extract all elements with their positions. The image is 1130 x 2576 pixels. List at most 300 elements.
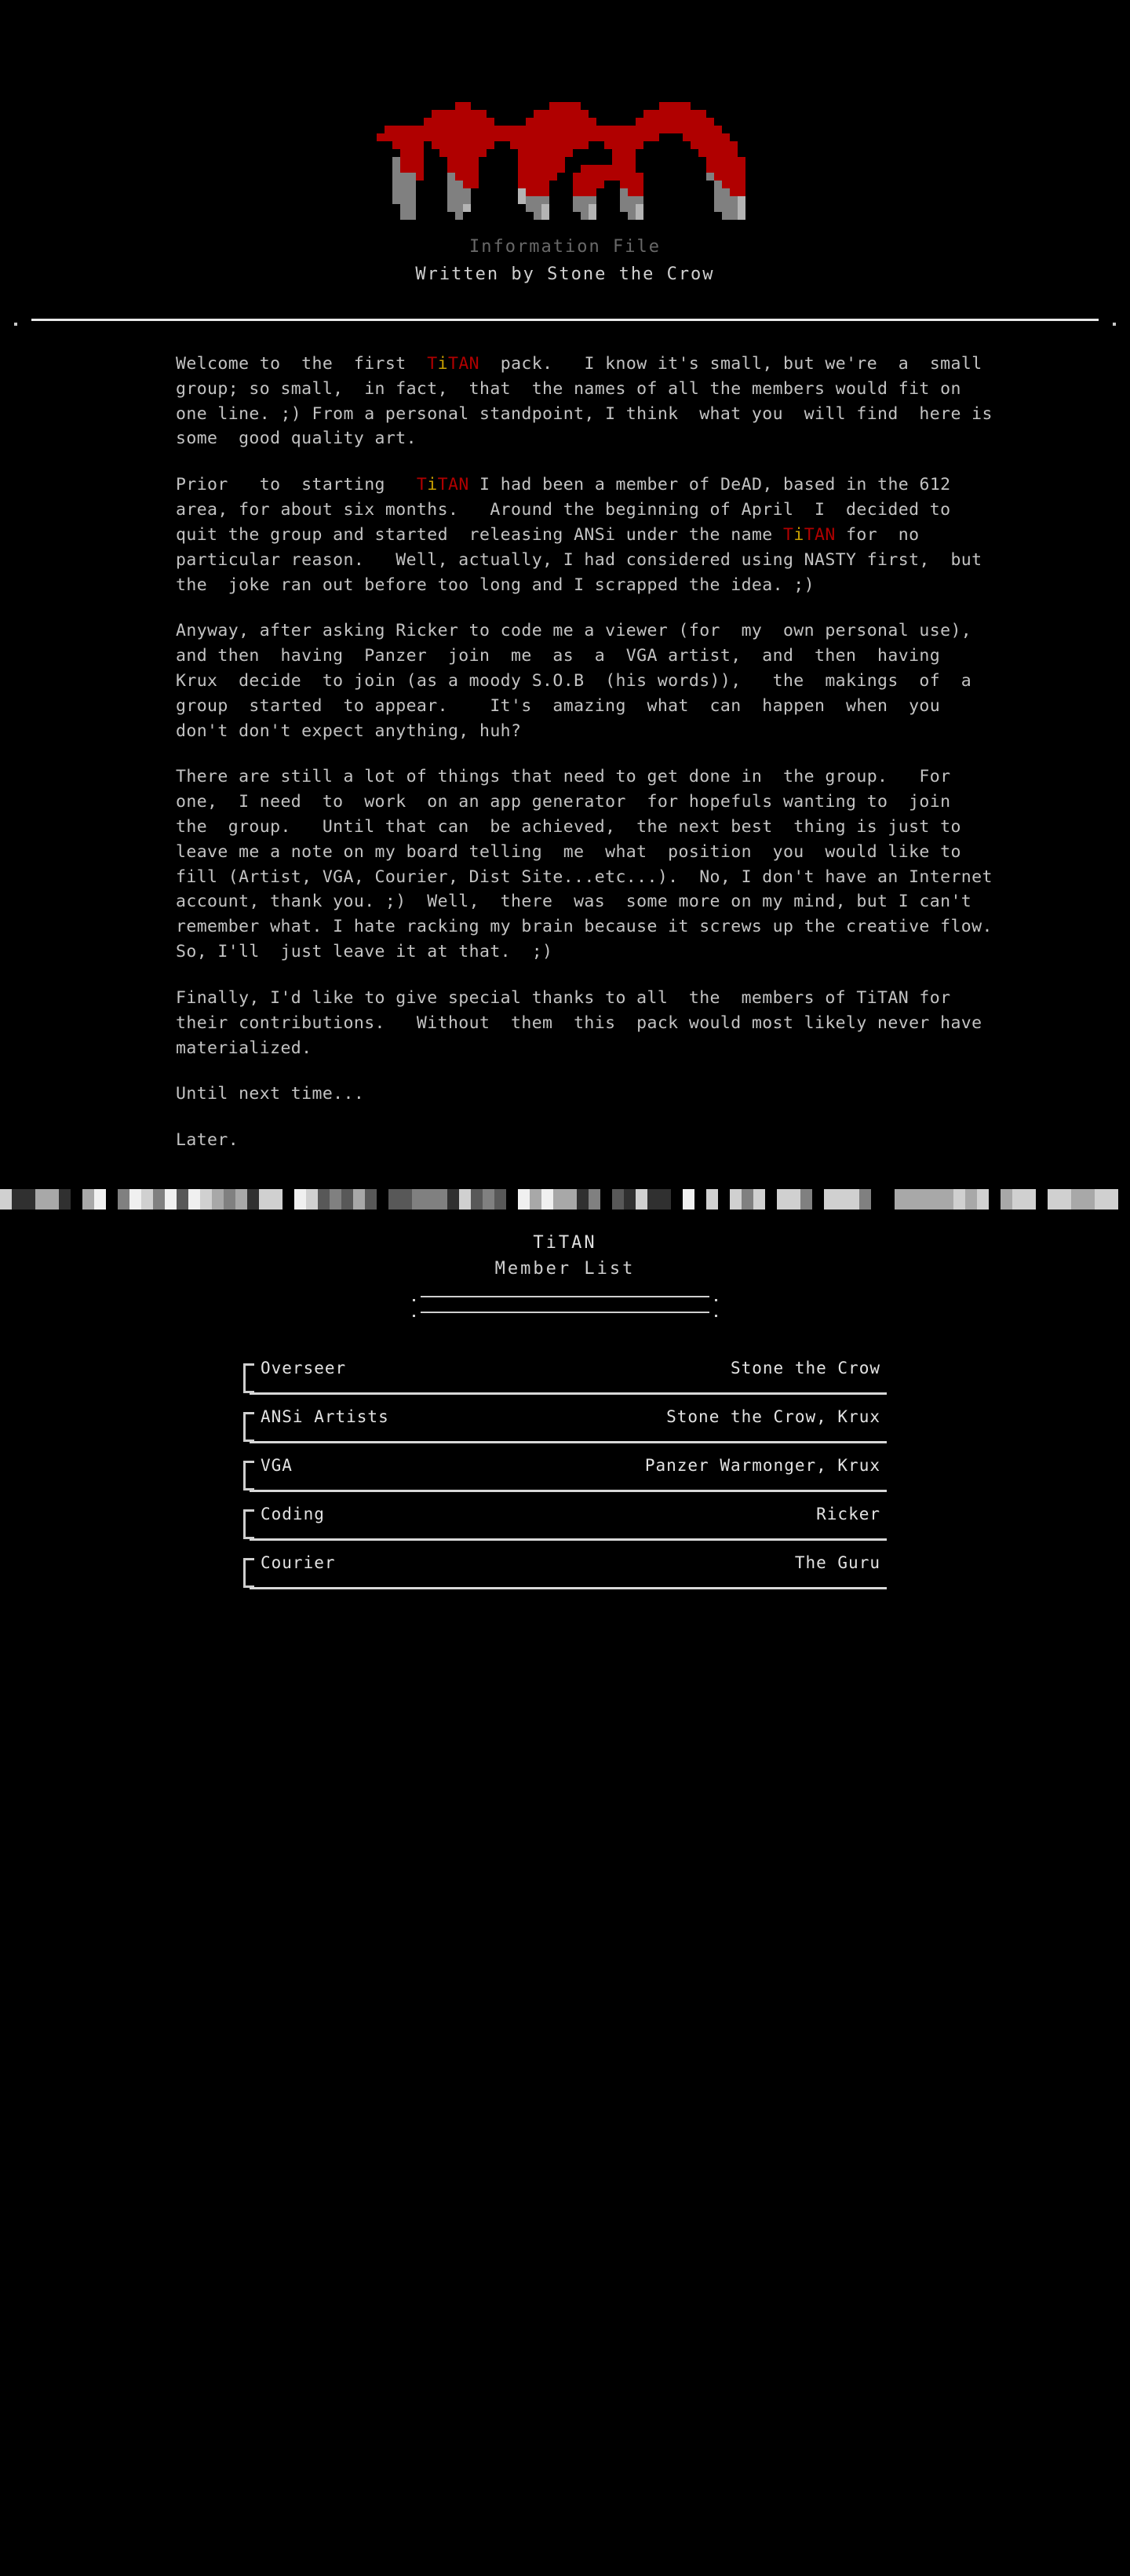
- logo-pixel: [526, 212, 534, 220]
- logo-pixel: [698, 204, 706, 212]
- dither-block: [1118, 1189, 1130, 1210]
- logo-pixel: [463, 188, 471, 196]
- logo-pixel: [447, 133, 455, 141]
- logo-pixel: [510, 141, 518, 149]
- logo-pixel: [573, 157, 581, 165]
- logo-pixel: [777, 181, 785, 188]
- logo-pixel: [604, 133, 612, 141]
- logo-pixel: [549, 102, 557, 110]
- logo-pixel: [620, 102, 628, 110]
- logo-pixel: [667, 149, 675, 157]
- logo-pixel: [565, 188, 573, 196]
- logo-pixel: [738, 102, 745, 110]
- logo-pixel: [753, 212, 761, 220]
- logo-pixel: [753, 188, 761, 196]
- dither-block: [765, 1189, 777, 1210]
- logo-pixel: [557, 188, 565, 196]
- dither-block: [24, 1189, 35, 1210]
- logo-pixel: [479, 133, 487, 141]
- logo-pixel: [377, 133, 385, 141]
- logo-pixel: [494, 102, 502, 110]
- logo-pixel: [612, 133, 620, 141]
- logo-pixel: [769, 181, 777, 188]
- logo-pixel: [738, 204, 745, 212]
- dither-block: [1083, 1189, 1095, 1210]
- logo-pixel: [651, 196, 659, 204]
- logo-pixel: [659, 173, 667, 181]
- logo-pixel: [392, 149, 400, 157]
- logo-pixel: [698, 141, 706, 149]
- logo-pixel: [416, 118, 424, 126]
- dither-block: [388, 1189, 400, 1210]
- logo-pixel: [377, 165, 385, 173]
- logo-pixel: [659, 102, 667, 110]
- dither-block: [224, 1189, 235, 1210]
- logo-pixel: [385, 188, 392, 196]
- logo-pixel: [769, 165, 777, 173]
- logo-pixel: [424, 141, 432, 149]
- member-list-rules: [408, 1290, 722, 1321]
- dither-block: [530, 1189, 541, 1210]
- logo-pixel: [620, 118, 628, 126]
- logo-pixel: [565, 149, 573, 157]
- logo-pixel: [432, 157, 439, 165]
- logo-pixel: [369, 141, 377, 149]
- logo-pixel: [432, 149, 439, 157]
- logo-pixel: [369, 157, 377, 165]
- dither-block: [706, 1189, 718, 1210]
- logo-pixel: [691, 212, 698, 220]
- logo-pixel: [557, 173, 565, 181]
- logo-pixel: [510, 212, 518, 220]
- logo-pixel: [698, 165, 706, 173]
- logo-pixel: [698, 212, 706, 220]
- logo-pixel: [447, 141, 455, 149]
- logo-pixel: [683, 173, 691, 181]
- logo-pixel: [345, 212, 353, 220]
- logo-pixel: [596, 118, 604, 126]
- logo-pixel: [471, 110, 479, 118]
- logo-pixel: [463, 181, 471, 188]
- logo-pixel: [612, 173, 620, 181]
- logo-pixel: [479, 102, 487, 110]
- logo-pixel: [432, 118, 439, 126]
- logo-pixel: [722, 196, 730, 204]
- logo-pixel: [573, 165, 581, 173]
- member-list-header: [0, 1233, 1130, 1279]
- logo-pixel: [604, 204, 612, 212]
- logo-pixel: [455, 165, 463, 173]
- dither-block: [294, 1189, 306, 1210]
- logo-pixel: [518, 157, 526, 165]
- dither-block: [424, 1189, 436, 1210]
- logo-pixel: [369, 212, 377, 220]
- logo-pixel: [541, 212, 549, 220]
- logo-pixel: [541, 181, 549, 188]
- logo-pixel: [455, 188, 463, 196]
- logo-pixel: [761, 188, 769, 196]
- logo-pixel: [659, 181, 667, 188]
- logo-pixel: [385, 141, 392, 149]
- dither-block: [165, 1189, 177, 1210]
- member-rule-bar: [421, 1296, 709, 1297]
- logo-pixel: [541, 118, 549, 126]
- logo-pixel: [385, 126, 392, 133]
- logo-pixel: [377, 118, 385, 126]
- logo-pixel: [510, 196, 518, 204]
- member-role-row: [243, 1547, 887, 1596]
- logo-pixel: [730, 188, 738, 196]
- logo-pixel: [620, 110, 628, 118]
- logo-pixel: [361, 165, 369, 173]
- logo-pixel: [487, 181, 494, 188]
- logo-pixel: [675, 149, 683, 157]
- logo-pixel: [761, 157, 769, 165]
- logo-pixel: [722, 173, 730, 181]
- logo-pixel: [502, 133, 510, 141]
- dither-block: [82, 1189, 94, 1210]
- logo-pixel: [385, 133, 392, 141]
- logo-pixel: [353, 212, 361, 220]
- text-run: T: [782, 524, 794, 545]
- logo-pixel: [667, 126, 675, 133]
- logo-pixel: [487, 133, 494, 141]
- logo-pixel: [714, 126, 722, 133]
- logo-pixel: [463, 141, 471, 149]
- logo-pixel: [416, 181, 424, 188]
- logo-pixel: [643, 212, 651, 220]
- logo-pixel: [777, 188, 785, 196]
- logo-pixel: [377, 157, 385, 165]
- logo-pixel: [557, 212, 565, 220]
- logo-pixel: [714, 204, 722, 212]
- logo-pixel: [549, 149, 557, 157]
- logo-pixel: [416, 204, 424, 212]
- logo-pixel: [745, 212, 753, 220]
- dither-block: [400, 1189, 412, 1210]
- dither-block: [1036, 1189, 1048, 1210]
- logo-pixel: [589, 173, 596, 181]
- logo-pixel: [549, 188, 557, 196]
- logo-pixel: [745, 110, 753, 118]
- logo-pixel: [738, 141, 745, 149]
- logo-pixel: [612, 110, 620, 118]
- logo-pixel: [596, 126, 604, 133]
- logo-pixel: [534, 110, 541, 118]
- logo-pixel: [541, 149, 549, 157]
- logo-pixel: [683, 181, 691, 188]
- logo-pixel: [589, 157, 596, 165]
- logo-pixel: [643, 188, 651, 196]
- logo-pixel: [698, 133, 706, 141]
- logo-pixel: [416, 110, 424, 118]
- logo-pixel: [730, 149, 738, 157]
- logo-pixel: [471, 181, 479, 188]
- dither-block: [365, 1189, 377, 1210]
- logo-pixel: [628, 118, 636, 126]
- logo-pixel: [416, 141, 424, 149]
- logo-pixel: [636, 126, 643, 133]
- logo-pixel: [392, 141, 400, 149]
- logo-pixel: [557, 181, 565, 188]
- logo-pixel: [432, 196, 439, 204]
- logo-pixel: [549, 141, 557, 149]
- logo-pixel: [612, 204, 620, 212]
- member-role-value: Ricker: [816, 1504, 880, 1523]
- dither-block: [377, 1189, 388, 1210]
- logo-pixel: [714, 141, 722, 149]
- logo-pixel: [643, 204, 651, 212]
- logo-pixel: [377, 196, 385, 204]
- logo-pixel: [628, 204, 636, 212]
- logo-pixel: [416, 188, 424, 196]
- logo-pixel: [392, 181, 400, 188]
- logo-pixel: [439, 126, 447, 133]
- logo-pixel: [361, 118, 369, 126]
- logo-pixel: [416, 149, 424, 157]
- logo-pixel: [620, 157, 628, 165]
- logo-pixel: [557, 133, 565, 141]
- member-role-row: [243, 1352, 887, 1401]
- dither-block: [647, 1189, 659, 1210]
- logo-pixel: [463, 212, 471, 220]
- logo-pixel: [345, 188, 353, 196]
- logo-pixel: [439, 133, 447, 141]
- logo-pixel: [604, 196, 612, 204]
- logo-pixel: [761, 126, 769, 133]
- logo-pixel: [620, 173, 628, 181]
- text-run: pack. I know it's small, but we're a small group; so small, in fact, that the names of all the members would fit on one line. ;) From a personal standpoint, I think what you will find here is some good quality art.: [176, 354, 1014, 449]
- logo-pixel: [636, 110, 643, 118]
- logo-pixel: [659, 165, 667, 173]
- logo-pixel: [541, 196, 549, 204]
- logo-pixel: [628, 165, 636, 173]
- text-run: T: [416, 475, 428, 495]
- logo-pixel: [463, 157, 471, 165]
- logo-pixel: [526, 165, 534, 173]
- logo-pixel: [455, 181, 463, 188]
- dither-block: [612, 1189, 624, 1210]
- logo-pixel: [761, 173, 769, 181]
- logo-pixel: [400, 196, 408, 204]
- logo-pixel: [408, 102, 416, 110]
- logo-pixel: [714, 110, 722, 118]
- logo-pixel: [769, 173, 777, 181]
- logo-pixel: [659, 212, 667, 220]
- logo-pixel: [769, 118, 777, 126]
- logo-pixel: [408, 188, 416, 196]
- logo-pixel: [777, 126, 785, 133]
- logo-pixel: [502, 212, 510, 220]
- logo-pixel: [463, 196, 471, 204]
- logo-pixel: [534, 188, 541, 196]
- logo-pixel: [620, 133, 628, 141]
- logo-pixel: [761, 102, 769, 110]
- logo-pixel: [581, 181, 589, 188]
- logo-pixel: [549, 118, 557, 126]
- logo-pixel: [479, 118, 487, 126]
- logo-pixel: [628, 149, 636, 157]
- member-role-underline: [250, 1490, 887, 1492]
- logo-pixel: [479, 188, 487, 196]
- logo-pixel: [494, 118, 502, 126]
- logo-pixel: [510, 102, 518, 110]
- logo-pixel: [479, 196, 487, 204]
- dither-block: [341, 1189, 353, 1210]
- logo-pixel: [581, 204, 589, 212]
- logo-pixel: [714, 165, 722, 173]
- logo-pixel: [549, 204, 557, 212]
- logo-pixel: [730, 110, 738, 118]
- logo-pixel: [494, 141, 502, 149]
- logo-pixel: [416, 212, 424, 220]
- logo-pixel: [392, 173, 400, 181]
- logo-pixel: [494, 149, 502, 157]
- logo-pixel: [753, 181, 761, 188]
- logo-pixel: [636, 196, 643, 204]
- member-list-group-name: TiTAN: [533, 1232, 597, 1253]
- dither-block: [1012, 1189, 1024, 1210]
- dither-block: [812, 1189, 824, 1210]
- dither-block: [600, 1189, 612, 1210]
- logo-pixel: [722, 118, 730, 126]
- logo-pixel: [777, 118, 785, 126]
- member-role-value: Stone the Crow, Krux: [666, 1407, 880, 1426]
- logo-pixel: [487, 126, 494, 133]
- logo-pixel: [494, 165, 502, 173]
- logo-pixel: [777, 157, 785, 165]
- logo-pixel: [643, 118, 651, 126]
- logo-pixel: [706, 102, 714, 110]
- logo-pixel: [400, 102, 408, 110]
- logo-pixel: [698, 102, 706, 110]
- dither-block: [1048, 1189, 1059, 1210]
- logo-pixel: [541, 188, 549, 196]
- logo-pixel: [455, 126, 463, 133]
- logo-pixel: [479, 141, 487, 149]
- logo-pixel: [369, 126, 377, 133]
- logo-pixel: [706, 126, 714, 133]
- logo-pixel: [777, 173, 785, 181]
- logo-pixel: [573, 204, 581, 212]
- logo-pixel: [691, 173, 698, 181]
- logo-pixel: [738, 118, 745, 126]
- logo-pixel: [730, 165, 738, 173]
- text-run: Anyway, after asking Ricker to code me a viewer (for my own personal use), and then having Panzer join me as a VGA artist, and then having Krux decide to join (as a moody S.O.B (his words)), the makings of a group started to appear. It's amazing what can happen when you don't don't expect anything, huh?: [176, 621, 993, 741]
- logo-pixel: [753, 126, 761, 133]
- logo-pixel: [651, 126, 659, 133]
- logo-pixel: [722, 149, 730, 157]
- dither-block: [153, 1189, 165, 1210]
- dither-block: [177, 1189, 188, 1210]
- divider-bar: [31, 319, 1099, 321]
- logo-pixel: [534, 212, 541, 220]
- logo-pixel: [714, 181, 722, 188]
- logo-pixel: [667, 157, 675, 165]
- logo-pixel: [659, 141, 667, 149]
- logo-pixel: [628, 141, 636, 149]
- dither-block: [1071, 1189, 1083, 1210]
- logo-pixel: [636, 181, 643, 188]
- logo-pixel: [730, 118, 738, 126]
- logo-pixel: [432, 133, 439, 141]
- logo-pixel: [353, 181, 361, 188]
- logo-pixel: [769, 110, 777, 118]
- logo-pixel: [596, 181, 604, 188]
- logo-pixel: [738, 212, 745, 220]
- logo-pixel: [392, 157, 400, 165]
- logo-pixel: [361, 102, 369, 110]
- logo-pixel: [400, 149, 408, 157]
- logo-pixel: [738, 181, 745, 188]
- logo-pixel: [471, 212, 479, 220]
- logo-pixel: [534, 157, 541, 165]
- logo-pixel: [494, 204, 502, 212]
- logo-pixel: [753, 157, 761, 165]
- logo-pixel: [730, 126, 738, 133]
- logo-pixel: [439, 212, 447, 220]
- logo-pixel: [675, 157, 683, 165]
- member-role-underline: [250, 1441, 887, 1443]
- logo-pixel: [628, 173, 636, 181]
- logo-pixel: [479, 212, 487, 220]
- logo-pixel: [777, 102, 785, 110]
- member-role-row: [243, 1498, 887, 1547]
- logo-pixel: [675, 165, 683, 173]
- dither-block: [694, 1189, 706, 1210]
- logo-pixel: [471, 141, 479, 149]
- logo-pixel: [526, 118, 534, 126]
- dither-block: [895, 1189, 906, 1210]
- logo-pixel: [447, 110, 455, 118]
- logo-pixel: [447, 196, 455, 204]
- logo-pixel: [675, 141, 683, 149]
- top-divider: [0, 316, 1130, 328]
- logo-pixel: [714, 149, 722, 157]
- logo-pixel: [581, 173, 589, 181]
- logo-pixel: [596, 165, 604, 173]
- dither-block: [977, 1189, 989, 1210]
- logo-pixel: [471, 118, 479, 126]
- logo-pixel: [667, 110, 675, 118]
- logo-pixel: [416, 102, 424, 110]
- logo-pixel: [510, 165, 518, 173]
- logo-pixel: [494, 173, 502, 181]
- logo-pixel: [416, 157, 424, 165]
- logo-pixel: [565, 173, 573, 181]
- logo-pixel: [683, 165, 691, 173]
- logo-pixel: [565, 212, 573, 220]
- logo-pixel: [706, 149, 714, 157]
- logo-pixel: [541, 110, 549, 118]
- logo-pixel: [722, 102, 730, 110]
- logo-pixel: [659, 204, 667, 212]
- logo-pixel: [659, 188, 667, 196]
- logo-pixel: [494, 133, 502, 141]
- logo-pixel: [502, 102, 510, 110]
- logo-pixel: [620, 188, 628, 196]
- logo-pixel: [526, 157, 534, 165]
- logo-pixel: [345, 204, 353, 212]
- dither-block: [577, 1189, 589, 1210]
- logo-pixel: [463, 133, 471, 141]
- logo-pixel: [604, 165, 612, 173]
- logo-pixel: [353, 157, 361, 165]
- logo-pixel: [526, 110, 534, 118]
- logo-pixel: [706, 157, 714, 165]
- text-run: Finally, I'd like to give special thanks to all the members of TiTAN for their contributions. Without them this pack would most likely never have materialized.: [176, 987, 993, 1058]
- logo-pixel: [534, 165, 541, 173]
